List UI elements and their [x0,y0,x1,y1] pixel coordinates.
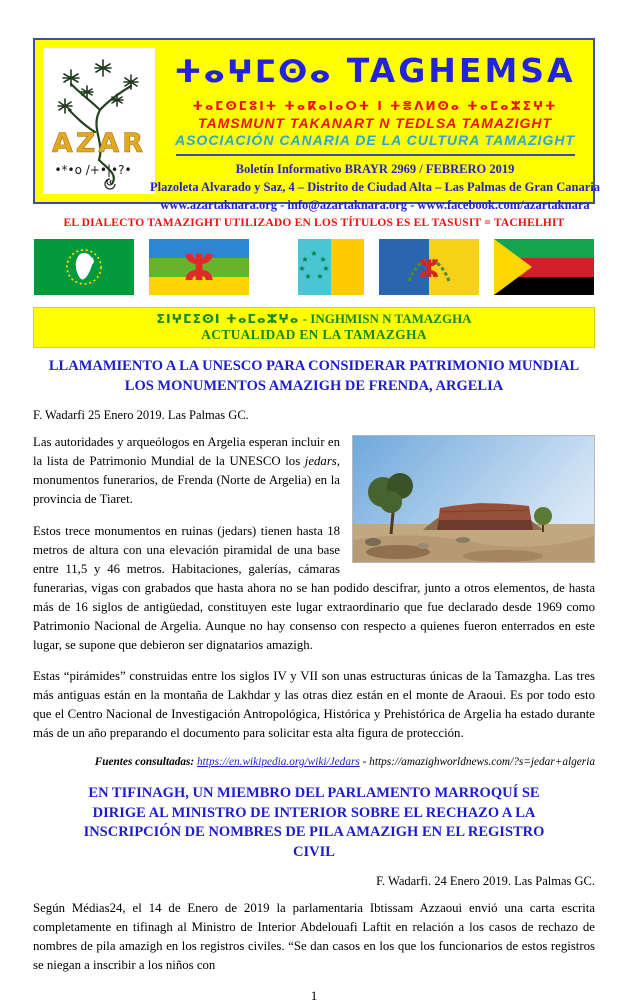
title-latin: TAGHEMSA [346,51,576,90]
sources-rest: - https://amazighworldnews.com/?s=jedar+algeria [359,756,595,769]
masthead-text [150,47,600,213]
azar-logo-symbols: •*•o /+•|•?• [54,163,132,177]
section-banner-line1 [34,311,594,327]
african-union-flag [34,239,134,295]
article1-byline: F. Wadarfi 25 Enero 2019. Las Palmas GC. [33,408,249,423]
p1-text: Las autoridades y arqueólogos en Argelia esperan incluir en la lista de Patrimonio Mundial de la UNESCO los [33,435,340,469]
dialect-notice: EL DIALECTO TAMAZIGHT UTILIZADO EN LOS TÍTULOS ES EL TASUSIT = TACHELHIT [63,217,565,229]
article1-paragraph-2: Estos trece monumentos en ruinas (jedars) tienen hasta 18 metros de altura con una elevación piramidal de una base entre 11,5 y 46 metros. Habitaciones, galerías, cámaras funerarias, vigas con grabados que hasta ahora no se han podido descifrar, junto a otros elementos, de hasta más de 16 siglos de antigüedad, constituyen este lugar extraordinario que fue declarado desde 1969 como Patrimonio Nacional de Argelia. Aunque no hay consenso con respecto a quienes fueron enterrados en este lugar, se supone que debieron ser dignatarios amazigh. [33,523,595,652]
header-divider [176,154,575,156]
p1-text-end: , monumentos funerarios, de Frenda (Norte de Argelia) en la provincia de Tiaret. [33,454,340,506]
article1-title: LLAMAMIENTO A LA UNESCO PARA CONSIDERAR PATRIMONIO MUNDIAL LOS MONUMENTOS AMAZIGH DE FRENDA, ARGELIA [48,358,580,394]
section-banner-line2: ACTUALIDAD EN LA TAMAZGHA [201,327,427,342]
contact-line: www.azartaknara.org - info@azartaknara.org - www.facebook.com/azartaknara [160,198,590,213]
svg-text:★: ★ [304,272,312,281]
page-number: 1 [310,988,318,1004]
canary-islands-flag [264,239,364,295]
sources-label: Fuentes consultadas: [94,756,198,769]
address-line: Plazoleta Alvarado y Saz, 4 – Distrito de Ciudad Alta – Las Palmas de Gran Canaria [150,180,600,195]
amazigh-flag [149,239,249,295]
sources-line [33,756,595,768]
org-name-tifinagh: ⵜⴰⵎⵙⵎⵓⵏⵜ ⵜⴰⴽⴰⵏⴰⵔⵜ ⵏ ⵜⴻⴷⵍⵙⴰ ⵜⴰⵎⴰⵣⵉⵖⵜ [192,99,558,113]
azar-logo [43,48,155,194]
section-banner [33,307,595,348]
azawad-flag [494,239,594,295]
title-tifinagh: ⵜⴰⵖⵎⵙⴰ [174,54,333,90]
svg-text:★: ★ [301,255,309,264]
p1-italic-term: jedars [304,454,337,469]
svg-text:★: ★ [310,249,318,258]
article2-byline: F. Wadarfi. 24 Enero 2019. Las Palmas GC. [376,874,595,889]
article1-body [33,433,595,743]
azar-logo-text: AZAR [51,128,147,159]
org-name-spanish: ASOCIACIÓN CANARIA DE LA CULTURA TAMAZIGHT [174,132,575,148]
thistle-heads [58,60,138,113]
svg-text:★: ★ [322,264,330,273]
kabylie-flag [379,239,479,295]
azar-logo-drawing [43,48,155,194]
svg-text:★: ★ [298,264,306,273]
article2-paragraph-1: Según Médias24, el 14 de Enero de 2019 la parlamentaria Ibtissam Azzaoui envió una carta escrita completamente en tifinagh al Ministro de Interior Abdelouafi Laftit en relación a los casos de rechazo de nombres de pila amazigh en los registros civiles. “Se dan casos en los que los funcionarios de estos registros se niegan a inscribir a los niños con [33,901,595,973]
svg-text:ⵣ: ⵣ [183,248,215,289]
jedar-monument-photo [352,435,595,563]
flags-row [34,239,594,295]
bulletin-line: Boletín Informativo BRAYR 2969 / FEBRERO 2019 [235,162,515,176]
masthead [33,38,600,213]
article1-paragraph-3: Estas “pirámides” construidas entre los siglos IV y VII son unas estructuras únicas de la Tamazgha. Las tres más antiguas están en la montaña de Lakhdar y las otras diez están en el monte de Araoui. Es por todo esto que el Centro Nacional de Investigación Antropológica, Histórica y Prehistórica de Argelia ha estado durante más de un año preparando el documento para solicitar esta alta figura de protección. [33,669,595,741]
svg-text:★: ★ [316,272,324,281]
article2-title: EN TIFINAGH, UN MIEMBRO DEL PARLAMENTO MARROQUÍ SE DIRIGE AL MINISTRO DE INTERIOR SOBRE EL RECHAZO A LA INSCRIPCIÓN DE NOMBRES DE PILA AMAZIGH EN EL REGISTRO CIVIL [83,785,545,860]
banner-tifinagh: ⵉⵏⵖⵎⵉⵙⵏ ⵜⴰⵎⴰⵣⵖⴰ [156,311,300,326]
banner-latin: - INGHMISN N TAMAZGHA [302,311,472,326]
wikipedia-jedars-link[interactable]: https://en.wikipedia.org/wiki/Jedars [197,756,360,769]
svg-text:ⵣ: ⵣ [418,255,440,283]
newsletter-title [174,51,575,90]
org-name-amazigh: TAMSMUNT TAKANART N TEDLSA TAMAZIGHT [197,115,553,131]
article2-body [33,899,595,975]
svg-text:★: ★ [319,255,327,264]
